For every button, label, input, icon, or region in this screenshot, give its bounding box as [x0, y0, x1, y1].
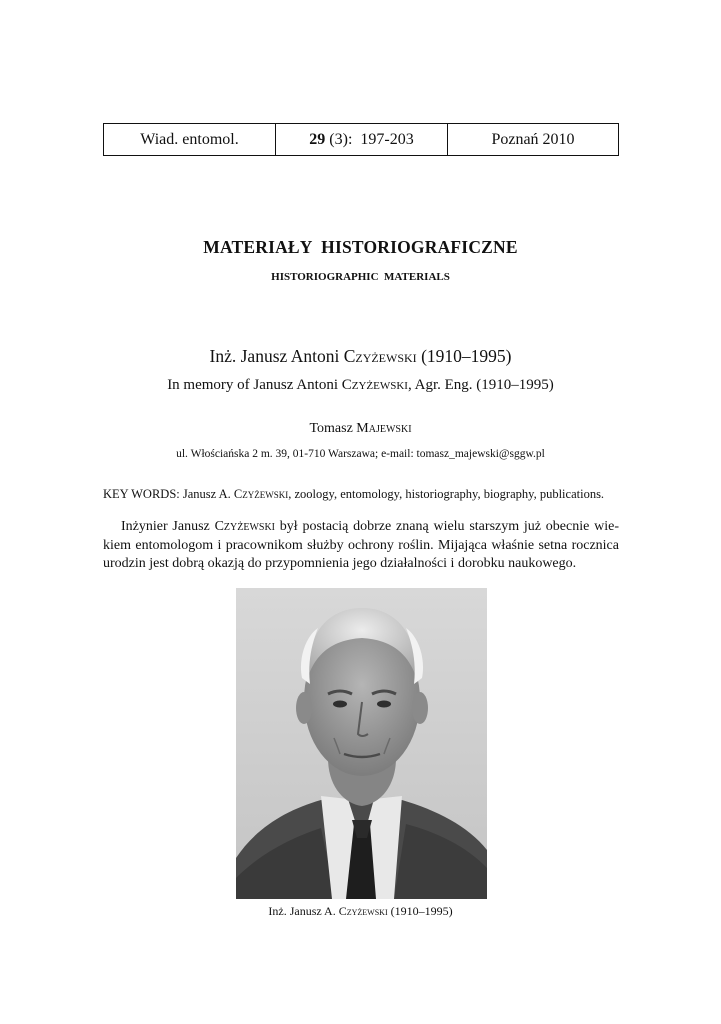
portrait-illustration: [236, 588, 487, 899]
article-subtitle: [0, 377, 721, 394]
article-title-suffix: (1910–1995): [416, 346, 512, 366]
keywords: [103, 487, 623, 502]
body-line-1-name: Czyżewski: [214, 519, 275, 534]
volume-number: 29: [309, 130, 326, 148]
keywords-rest: , zoology, entomology, historiography, biography, publications.: [288, 487, 605, 501]
journal-header-table: [103, 123, 619, 156]
keywords-prefix: Janusz A.: [182, 487, 234, 501]
place-year: Poznań 2010: [491, 130, 575, 148]
caption-suffix: (1910–1995): [387, 904, 453, 918]
volume-issue-pages: [276, 124, 448, 155]
author: [0, 421, 721, 437]
body-line-3: urodzin jest dobrą okazją do przypomnienia jego działalności i dorobku naukowego.: [103, 556, 577, 571]
article-title-name: Czyżewski: [343, 346, 417, 366]
article-title: [0, 346, 721, 367]
section-subtitle: HISTORIOGRAPHIC MATERIALS: [271, 271, 450, 283]
author-first-name: Tomasz: [309, 421, 357, 436]
body-line-1: [103, 518, 619, 537]
figure-caption: [0, 904, 721, 919]
portrait-photo: [236, 588, 487, 899]
section-title: MATERIAŁY HISTORIOGRAFICZNE: [203, 237, 518, 257]
caption-prefix: Inż. Janusz A.: [268, 904, 339, 918]
issue-pages: (3): 197-203: [325, 130, 414, 148]
article-subtitle-suffix: , Agr. Eng. (1910–1995): [407, 377, 554, 393]
caption-name: Czyżewski: [338, 904, 388, 918]
body-paragraph: [103, 518, 619, 574]
body-line-1-end: był postacią dobrze znaną wielu starszym już obecnie wie-: [275, 519, 620, 534]
article-subtitle-prefix: In memory of Janusz Antoni: [167, 377, 342, 393]
journal-name: Wiad. entomol.: [104, 124, 276, 155]
body-line-1-start: Inżynier Janusz: [121, 519, 215, 534]
keywords-name: Czyżewski: [233, 487, 289, 501]
author-address: ul. Włościańska 2 m. 39, 01-710 Warszawa; e-mail: tomasz_majewski@sggw.pl: [176, 448, 545, 460]
author-last-name: Majewski: [356, 421, 412, 436]
article-subtitle-name: Czyżewski: [341, 377, 408, 393]
article-title-prefix: Inż. Janusz Antoni: [209, 346, 344, 366]
keywords-label: KEY WORDS:: [103, 487, 183, 501]
body-line-2: kiem entomologom i pracownikom służby ochrony roślin. Mijająca właśnie setna rocznica: [103, 537, 619, 553]
